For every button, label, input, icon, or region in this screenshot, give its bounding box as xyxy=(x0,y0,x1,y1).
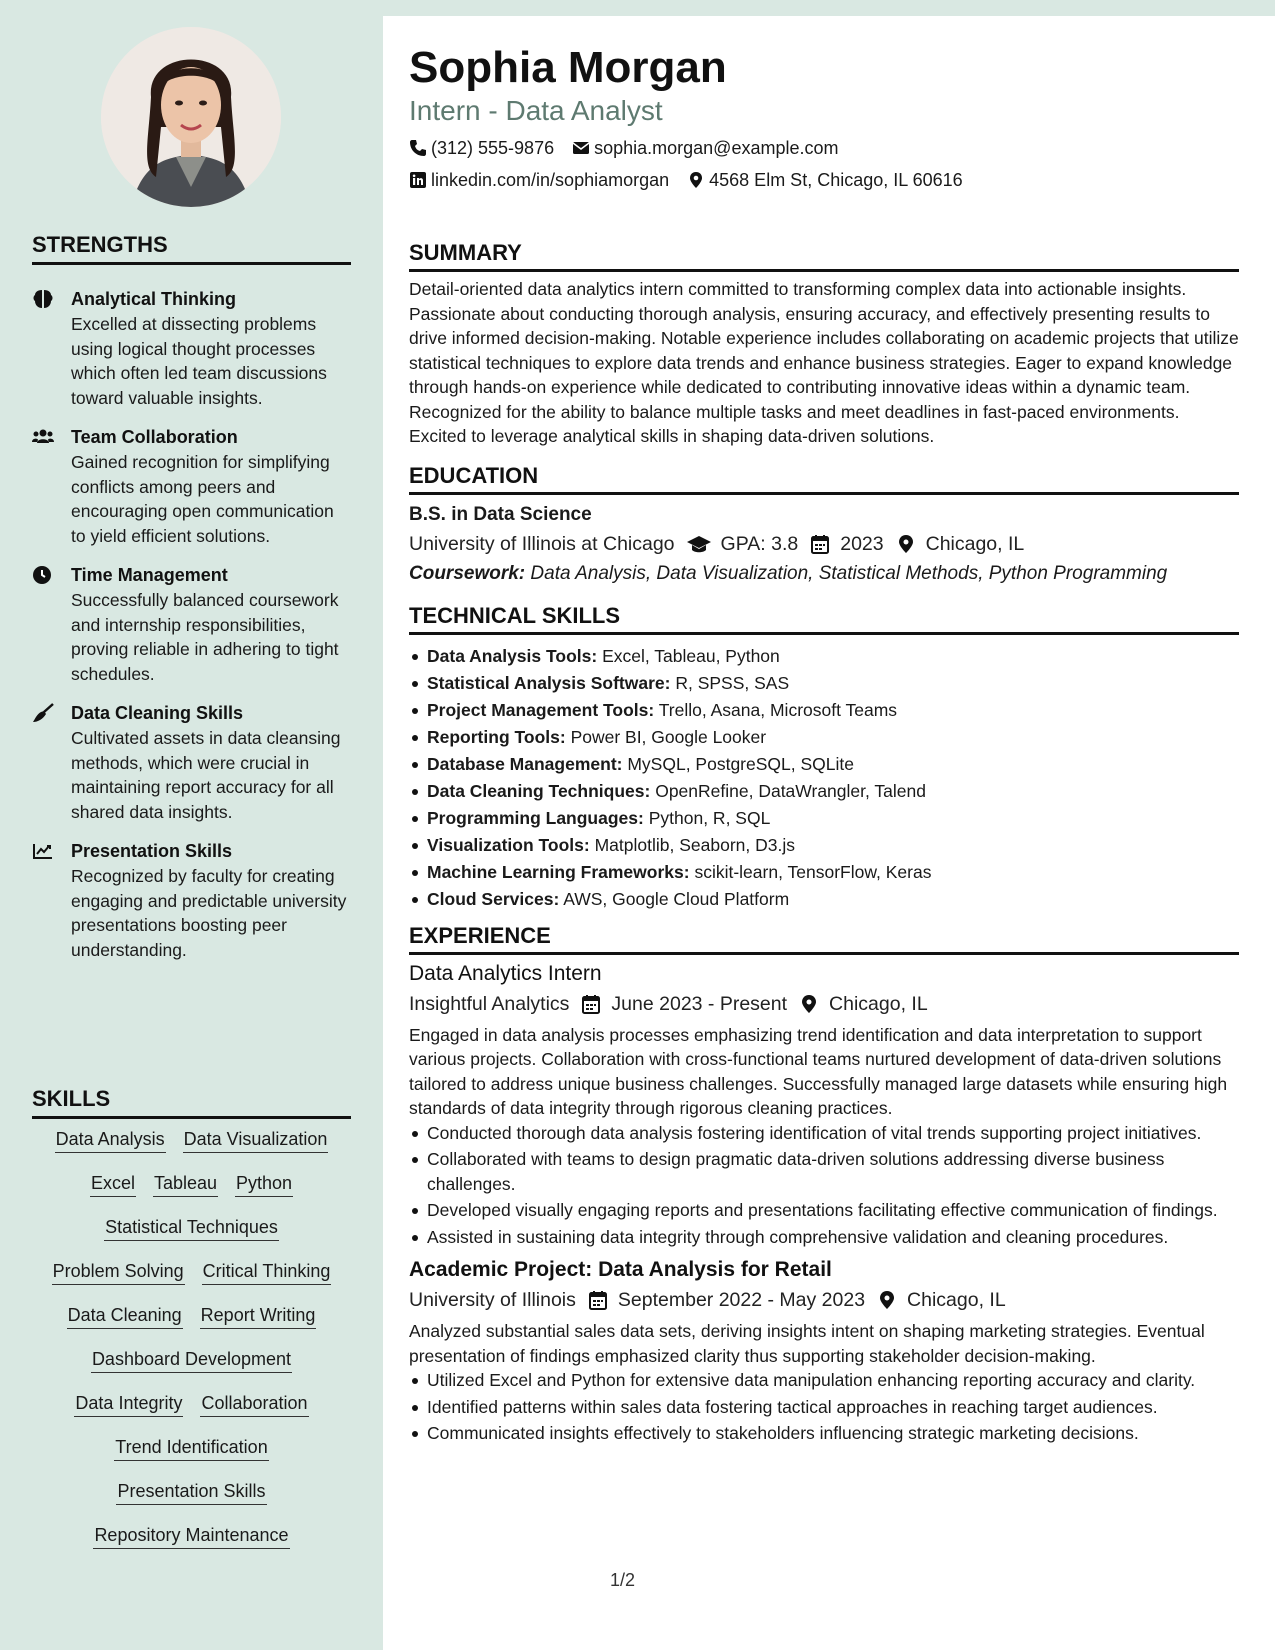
coursework-list: Data Analysis, Data Visualization, Statistical Methods, Python Programming xyxy=(530,562,1168,584)
list-item: Cloud Services: AWS, Google Cloud Platform xyxy=(409,886,1239,913)
list-item: Identified patterns within sales data fostering tactical approaches in reaching target audiences. xyxy=(409,1395,1239,1420)
users-icon xyxy=(32,424,71,548)
strengths-list xyxy=(32,286,351,976)
graduation-year: 2023 xyxy=(840,532,884,555)
page-number: 1/2 xyxy=(610,1570,636,1590)
brain-icon xyxy=(32,286,71,410)
strength-item xyxy=(32,700,351,824)
list-item: Data Cleaning Techniques: OpenRefine, DataWrangler, Talend xyxy=(409,778,1239,805)
strength-item xyxy=(32,286,351,410)
linkedin-icon xyxy=(409,171,427,189)
strength-desc: Gained recognition for simplifying conflicts among peers and encouraging open communication to yield efficient solutions. xyxy=(71,452,334,546)
job-title: Data Analytics Intern xyxy=(409,961,602,985)
linkedin-contact[interactable] xyxy=(409,170,669,191)
job-description: Analyzed substantial sales data sets, deriving insights intent on shaping marketing strategies. Eventual presentation of findings emphasized clarity thus supporting stakeholder decision-making. xyxy=(409,1321,1205,1366)
technical-skills-list xyxy=(409,643,1239,913)
job-title: Academic Project: Data Analysis for Retail xyxy=(409,1258,832,1281)
gpa: GPA: 3.8 xyxy=(720,532,799,555)
strengths-heading: STRENGTHS xyxy=(32,232,351,265)
strength-desc: Excelled at dissecting problems using logical thought processes which often led team discussions toward valuable insights. xyxy=(71,314,327,408)
skill-tag: Python xyxy=(235,1172,293,1197)
linkedin-text: linkedin.com/in/sophiamorgan xyxy=(431,169,670,190)
graduation-cap-icon xyxy=(687,534,711,554)
clock-icon xyxy=(32,562,71,686)
envelope-icon xyxy=(572,139,590,157)
job-bullets xyxy=(409,1121,1239,1250)
phone-contact[interactable] xyxy=(409,138,554,159)
list-item: Database Management: MySQL, PostgreSQL, SQLite xyxy=(409,751,1239,778)
broom-icon xyxy=(32,700,71,824)
phone-icon xyxy=(409,139,427,157)
summary-heading: SUMMARY xyxy=(409,240,1239,272)
skill-tag: Data Integrity xyxy=(74,1392,183,1417)
job-dates: September 2022 - May 2023 xyxy=(617,1289,866,1311)
skill-tag: Excel xyxy=(90,1172,136,1197)
list-item: Assisted in sustaining data integrity through comprehensive validation and cleaning procedures. xyxy=(409,1225,1239,1250)
list-item: Utilized Excel and Python for extensive data manipulation enhancing reporting accuracy and clarity. xyxy=(409,1368,1239,1393)
list-item: Visualization Tools: Matplotlib, Seaborn, D3.js xyxy=(409,832,1239,859)
map-pin-icon xyxy=(896,534,916,554)
map-pin-icon xyxy=(687,171,705,189)
skill-tag: Data Cleaning xyxy=(67,1304,183,1329)
list-item: Project Management Tools: Trello, Asana, Microsoft Teams xyxy=(409,697,1239,724)
summary-text: Detail-oriented data analytics intern committed to transforming complex data into actionable insights. Passionate about conducting thorough analysis, ensuring accuracy, and effectively presenting results to drive informed decision-making. Notable experience includes collaborating on academic projects that utilize statistical techniques to explore data trends and enhance business strategies. Eager to expand knowledge through hands-on experience while dedicated to contributing innovative ideas within a dynamic team. Recognized for the ability to balance multiple tasks and meet deadlines in fast-paced environments. Excited to leverage analytical skills in shaping data-driven solutions. xyxy=(409,279,1239,446)
skill-tag: Data Visualization xyxy=(183,1128,329,1153)
skills-list xyxy=(32,1128,351,1549)
phone-text: (312) 555-9876 xyxy=(431,137,555,158)
calendar-icon xyxy=(581,994,601,1014)
list-item: Programming Languages: Python, R, SQL xyxy=(409,805,1239,832)
strength-desc: Successfully balanced coursework and internship responsibilities, proving reliable in adhering to tight schedules. xyxy=(71,590,339,684)
education-meta xyxy=(409,529,1239,559)
list-item: Statistical Analysis Software: R, SPSS, SAS xyxy=(409,670,1239,697)
skill-tag: Report Writing xyxy=(200,1304,317,1329)
skills-heading: SKILLS xyxy=(32,1086,351,1119)
address-text: 4568 Elm St, Chicago, IL 60616 xyxy=(709,169,963,190)
strength-desc: Recognized by faculty for creating engaging and predictable university presentations boosting peer understanding. xyxy=(71,866,347,960)
list-item: Data Analysis Tools: Excel, Tableau, Python xyxy=(409,643,1239,670)
company-name: Insightful Analytics xyxy=(409,992,570,1015)
job-meta xyxy=(409,989,1239,1019)
job-description: Engaged in data analysis processes emphasizing trend identification and data interpretation to support various projects. Collaboration with cross-functional teams nurtured development of data-driven solutions tailored to address unique business challenges. Successfully managed large datasets while ensuring high standards of data integrity through rigorous cleaning practices. xyxy=(409,1024,1228,1118)
email-contact[interactable] xyxy=(572,138,838,159)
job-location: Chicago, IL xyxy=(907,1289,1006,1311)
skill-tag: Trend Identification xyxy=(114,1436,268,1461)
school-name: University of Illinois at Chicago xyxy=(409,532,675,555)
chart-line-icon xyxy=(32,838,71,962)
profile-photo-image xyxy=(101,27,281,207)
main-content xyxy=(383,16,1275,1650)
candidate-role: Intern - Data Analyst xyxy=(409,95,663,126)
job-bullets xyxy=(409,1368,1239,1446)
skill-tag: Dashboard Development xyxy=(91,1348,292,1373)
skill-tag: Data Analysis xyxy=(55,1128,166,1153)
skill-tag: Critical Thinking xyxy=(202,1260,332,1285)
address-contact xyxy=(687,170,963,191)
calendar-icon xyxy=(810,534,830,554)
strength-item xyxy=(32,562,351,686)
contact-info xyxy=(409,132,1239,196)
list-item: Conducted thorough data analysis fostering identification of vital trends supporting project initiatives. xyxy=(409,1121,1239,1146)
strength-item xyxy=(32,424,351,548)
email-text: sophia.morgan@example.com xyxy=(594,137,839,158)
strength-title: Team Collaboration xyxy=(71,427,238,447)
list-item: Reporting Tools: Power BI, Google Looker xyxy=(409,724,1239,751)
strength-item xyxy=(32,838,351,962)
skill-tag: Collaboration xyxy=(200,1392,308,1417)
skill-tag: Repository Maintenance xyxy=(93,1524,289,1549)
experience-heading: EXPERIENCE xyxy=(409,923,1239,955)
strength-title: Data Cleaning Skills xyxy=(71,703,244,723)
strength-title: Time Management xyxy=(71,565,228,585)
map-pin-icon xyxy=(877,1290,897,1310)
education-heading: EDUCATION xyxy=(409,463,1239,495)
map-pin-icon xyxy=(799,994,819,1014)
job-dates: June 2023 - Present xyxy=(611,992,788,1015)
job-meta xyxy=(409,1285,1239,1315)
skill-tag: Problem Solving xyxy=(52,1260,185,1285)
skill-tag: Tableau xyxy=(153,1172,218,1197)
list-item: Collaborated with teams to design pragmatic data-driven solutions addressing diverse business challenges. xyxy=(409,1147,1239,1196)
candidate-name: Sophia Morgan xyxy=(409,43,727,92)
company-name: University of Illinois xyxy=(409,1289,576,1311)
list-item: Communicated insights effectively to stakeholders influencing strategic marketing decisions. xyxy=(409,1421,1239,1446)
degree: B.S. in Data Science xyxy=(409,503,592,525)
strength-title: Analytical Thinking xyxy=(71,289,237,309)
skill-tag: Presentation Skills xyxy=(116,1480,266,1505)
strength-title: Presentation Skills xyxy=(71,841,233,861)
technical-skills-heading: TECHNICAL SKILLS xyxy=(409,603,1239,635)
job-location: Chicago, IL xyxy=(829,992,928,1015)
list-item: Developed visually engaging reports and presentations facilitating effective communication of findings. xyxy=(409,1198,1239,1223)
list-item: Machine Learning Frameworks: scikit-learn, TensorFlow, Keras xyxy=(409,859,1239,886)
profile-photo xyxy=(101,27,281,207)
calendar-icon xyxy=(588,1290,608,1310)
coursework-label: Coursework: xyxy=(409,562,526,584)
education-location: Chicago, IL xyxy=(925,532,1025,555)
skill-tag: Statistical Techniques xyxy=(104,1216,279,1241)
strength-desc: Cultivated assets in data cleansing methods, which were crucial in maintaining report accuracy for all shared data insights. xyxy=(71,728,341,822)
coursework xyxy=(409,559,1239,589)
